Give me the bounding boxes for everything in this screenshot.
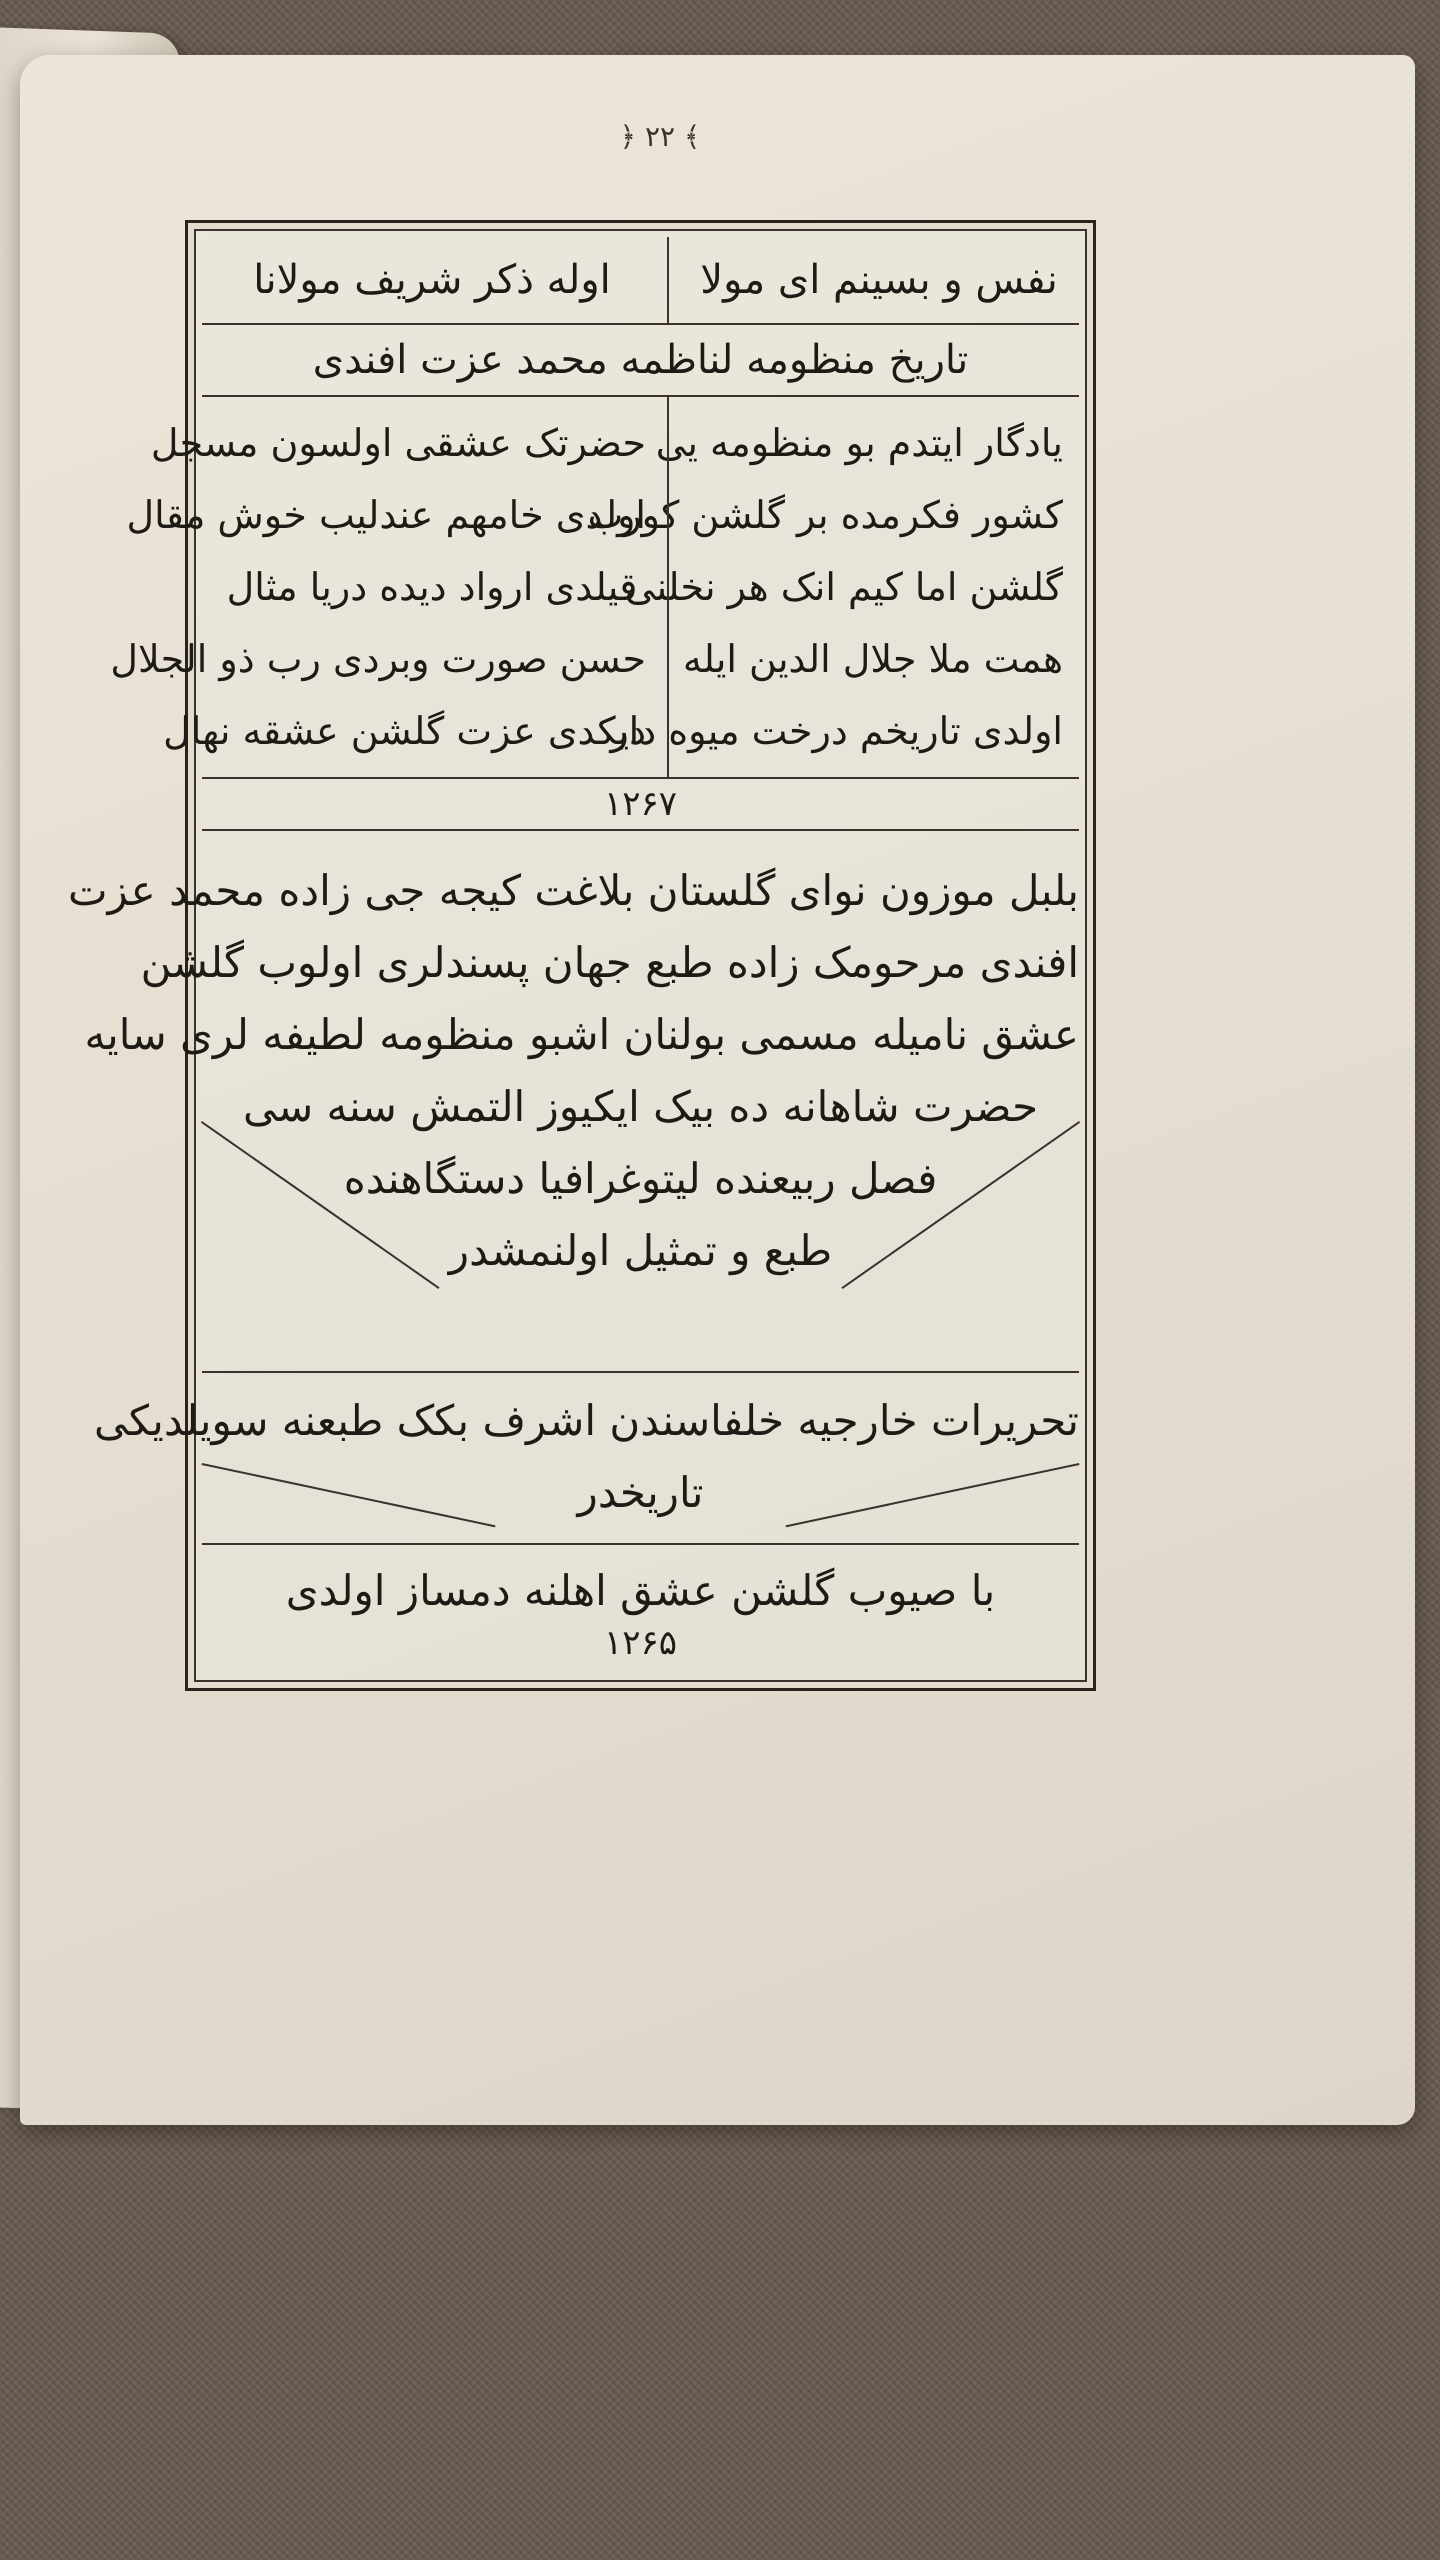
tahrirat-line-2: تاریخدر xyxy=(577,1468,704,1517)
colophon-line-5: فصل ربیعنده لیتوغرافیا دستگاهنده xyxy=(343,1154,938,1203)
final-line: با صیوب گلشن عشق اهلنه دمساز اولدی xyxy=(285,1566,996,1615)
verse-left-5: دیکدی عزت گلشن عشقه نهال xyxy=(163,709,646,753)
poem-title: تاریخ منظومه لناظمه محمد عزت افندی xyxy=(312,337,969,383)
verse-left-1: حضرتک عشقی اولسون مسجل xyxy=(150,421,646,465)
verse-right-5: اولدی تاریخم درخت میوه دار xyxy=(610,709,1063,753)
year-2: ۱۲۶۵ xyxy=(603,1623,678,1663)
top-row xyxy=(202,237,1079,325)
top-row-left-cell: اوله ذکر شریف مولانا xyxy=(253,257,611,303)
verses-left-column xyxy=(110,397,662,777)
colophon-line-1: بلبل موزون نوای گلستان بلاغت کیجه جی زاده محمد عزت xyxy=(67,866,1079,915)
verses-block xyxy=(110,397,1079,779)
year-1: ۱۲۶۷ xyxy=(603,784,678,824)
verse-left-2: اولدی خامهم عندلیب خوش مقال xyxy=(126,493,646,537)
verses-divider xyxy=(667,397,669,777)
verse-right-3: گلشن اما کیم انک هر نخلنی xyxy=(624,565,1063,609)
colophon-line-3: عشق نامیله مسمی بولنان اشبو منظومه لطیفه لری سایه xyxy=(84,1010,1079,1059)
page-number: ﴾ ۲۲ ﴿ xyxy=(619,120,701,153)
verses-right-column xyxy=(587,397,1079,777)
top-row-right-cell: نفس و بسینم ای مولا xyxy=(700,257,1058,303)
top-row-divider xyxy=(667,237,669,323)
verse-right-1: یادگار ایتدم بو منظومه یی xyxy=(655,421,1063,465)
verse-right-4: همت ملا جلال الدین ایله xyxy=(682,637,1063,681)
verse-right-2: کشور فکرمده بر گلشن کورب xyxy=(587,493,1063,537)
colophon-line-2: افندی مرحومک زاده طبع جهان پسندلری اولوب گلشن xyxy=(140,938,1079,987)
colophon-block xyxy=(67,831,1079,1373)
tahrirat-block xyxy=(93,1373,1079,1545)
verse-left-4: حسن صورت وبردی رب ذو الجلال xyxy=(110,637,646,681)
text-frame xyxy=(67,220,1096,1691)
verse-left-3: قیلدی ارواد دیده دریا مثال xyxy=(226,565,638,609)
colophon-line-6: طبع و تمثیل اولنمشدر xyxy=(448,1226,833,1275)
colophon-text xyxy=(67,855,1079,1287)
year-row-1 xyxy=(202,779,1079,831)
final-block xyxy=(202,1545,1079,1665)
tahrirat-text xyxy=(93,1385,1079,1529)
tahrirat-line-1: تحریرات خارجیه خلفاسندن اشرف بکک طبعنه سویلدیکی xyxy=(93,1396,1079,1445)
colophon-line-4: حضرت شاهانه ده بیک ایکیوز التمش سنه سی xyxy=(242,1082,1039,1131)
title-row xyxy=(202,325,1079,397)
